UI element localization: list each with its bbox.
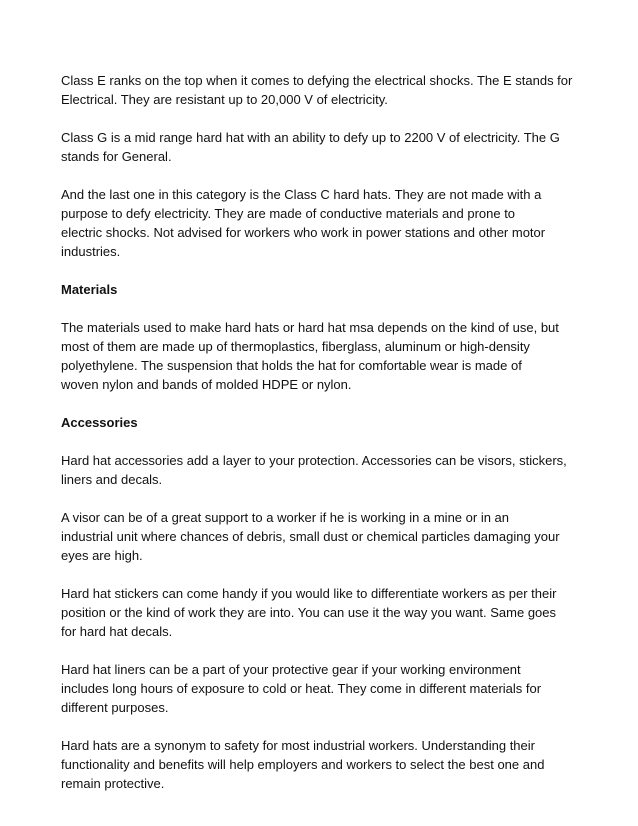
paragraph-line: woven nylon and bands of molded HDPE or nylon. [61, 377, 352, 392]
paragraph-line: And the last one in this category is the Class C hard hats. They are not made with a [61, 187, 542, 202]
paragraph-line: industrial unit where chances of debris, small dust or chemical particles damaging your [61, 529, 560, 544]
document-body [61, 71, 581, 793]
section-heading [61, 280, 581, 299]
paragraph-line: most of them are made up of thermoplastics, fiberglass, aluminum or high-density [61, 339, 530, 354]
paragraph-line: The materials used to make hard hats or hard hat msa depends on the kind of use, but [61, 320, 559, 335]
paragraph-line: Class G is a mid range hard hat with an ability to defy up to 2200 V of electricity. The G [61, 130, 560, 145]
paragraph [61, 660, 581, 717]
paragraph [61, 318, 581, 394]
document-page [61, 71, 581, 812]
paragraph-line: for hard hat decals. [61, 624, 173, 639]
paragraph [61, 71, 581, 109]
paragraph-line: includes long hours of exposure to cold or heat. They come in different materials for [61, 681, 542, 696]
heading-text: Materials [61, 282, 118, 297]
paragraph-line: eyes are high. [61, 548, 143, 563]
paragraph-line: electric shocks. Not advised for workers who work in power stations and other motor [61, 225, 546, 240]
paragraph [61, 508, 581, 565]
paragraph [61, 185, 581, 261]
paragraph [61, 128, 581, 166]
heading-text: Accessories [61, 415, 138, 430]
paragraph-line: Hard hat stickers can come handy if you would like to differentiate workers as per their [61, 586, 557, 601]
paragraph-line: Electrical. They are resistant up to 20,000 V of electricity. [61, 92, 388, 107]
paragraph-line: Hard hat liners can be a part of your protective gear if your working environment [61, 662, 521, 677]
paragraph-line: purpose to defy electricity. They are made of conductive materials and prone to [61, 206, 516, 221]
paragraph-line: Hard hat accessories add a layer to your protection. Accessories can be visors, stickers, [61, 453, 567, 468]
paragraph-line: stands for General. [61, 149, 172, 164]
paragraph [61, 736, 581, 793]
paragraph [61, 451, 581, 489]
paragraph-line: remain protective. [61, 776, 165, 791]
paragraph-line: position or the kind of work they are into. You can use it the way you want. Same goes [61, 605, 557, 620]
paragraph-line: polyethylene. The suspension that holds the hat for comfortable wear is made of [61, 358, 522, 373]
paragraph-line: different purposes. [61, 700, 169, 715]
paragraph-line: Class E ranks on the top when it comes to defying the electrical shocks. The E stands for [61, 73, 573, 88]
section-heading [61, 413, 581, 432]
paragraph-line: liners and decals. [61, 472, 163, 487]
paragraph-line: industries. [61, 244, 121, 259]
paragraph-line: Hard hats are a synonym to safety for most industrial workers. Understanding their [61, 738, 535, 753]
paragraph [61, 584, 581, 641]
paragraph-line: functionality and benefits will help employers and workers to select the best one and [61, 757, 545, 772]
paragraph-line: A visor can be of a great support to a worker if he is working in a mine or in an [61, 510, 510, 525]
